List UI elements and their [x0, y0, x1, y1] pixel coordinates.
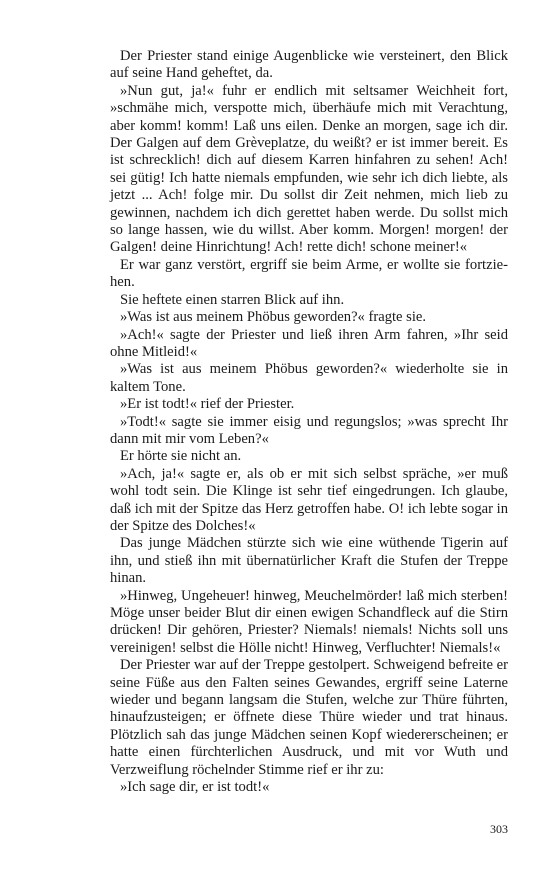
paragraph: »Ich sage dir, er ist todt!«	[120, 779, 270, 796]
paragraph: »Nun gut, ja!« fuhr er endlich mit seltsamer Weichheit fort, »schmähe mich, verspotte mich, überhäufe mich mit Verachtung, aber komm! komm! Laß uns eilen. Denke an morgen, sage ich dir. Der Galgen auf dem Grèveplatze, du weißt? er ist immer bereit. Es ist schrecklich! dich auf diesem Karren hinfahren zu sehen! Ach! sei gütig! Ich hatte niemals empfunden, wie sehr ich dich liebte, als jetzt ... Ach! folge mir. Du sollst dir Zeit nehmen, mich lieb zu gewinnen, nachdem ich dich gerettet haben werde. Du sollst mich so lange hassen, wie du willst. Aber komm. Morgen! morgen! der Galgen! deine Hinrichtung! Ach! rette dich! schone meiner!«	[110, 82, 508, 256]
paragraph: »Ach, ja!« sagte er, als ob er mit sich selbst spräche, »er muß wohl todt sein. Die Klinge ist sehr tief eingedrungen. Ich glaube, daß ich mit der Spitze das Herz getroffen habe. O! ich lebte sogar in der Spitze des Dolches!«	[110, 465, 508, 534]
paragraph: Er hörte sie nicht an.	[120, 448, 242, 465]
page-number: 303	[490, 822, 508, 836]
paragraph: »Ach!« sagte der Priester und ließ ihren Arm fahren, »Ihr seid ohne Mitleid!«	[110, 326, 508, 360]
paragraph: »Todt!« sagte sie immer eisig und regungslos; »was sprecht Ihr dann mit mir vom Leben?«	[110, 413, 508, 447]
body-text	[110, 48, 508, 796]
paragraph: »Hinweg, Ungeheuer! hinweg, Meuchelmörder! laß mich sterben! Möge unser beider Blut dir einen ewigen Schandfleck auf die Stirn drücken! Dir gehören, Priester? Niemals! niemals! Nichts soll uns vereinigen! selbst die Hölle nicht! Hinweg, Verfluchter! Niemals!«	[110, 587, 508, 656]
paragraph: »Was ist aus meinem Phöbus geworden?« wiederholte sie in kaltem Tone.	[110, 361, 508, 395]
paragraph: »Er ist todt!« rief der Priester.	[120, 396, 295, 413]
paragraph: Das junge Mädchen stürzte sich wie eine wüthende Tigerin auf ihn, und stieß ihn mit übernatürlicher Kraft die Stufen der Treppe hinan.	[110, 535, 508, 587]
paragraph: Der Priester stand einige Augenblicke wie versteinert, den Blick auf seine Hand geheftet, da.	[110, 48, 508, 82]
paragraph: Der Priester war auf der Treppe gestolpert. Schweigend befreite er seine Füße aus den Falten seines Gewandes, ergriff seine Laterne wieder und begann langsam die Stufen, welche zur Thüre führten, hinaufzusteigen; er öffnete diese Thüre wieder und trat hinaus. Plötzlich sah das junge Mädchen seinen Kopf wiedererscheinen; er hatte einen fürchterlichen Ausdruck, und mit vor Wuth und Verzweiflung röchelnder Stimme rief er ihr zu:	[110, 657, 508, 778]
paragraph: Er war ganz verstört, ergriff sie beim Arme, er wollte sie fortziehen.	[110, 256, 508, 291]
paragraph: »Was ist aus meinem Phöbus geworden?« fragte sie.	[120, 309, 427, 326]
paragraph: Sie heftete einen starren Blick auf ihn.	[120, 291, 345, 308]
